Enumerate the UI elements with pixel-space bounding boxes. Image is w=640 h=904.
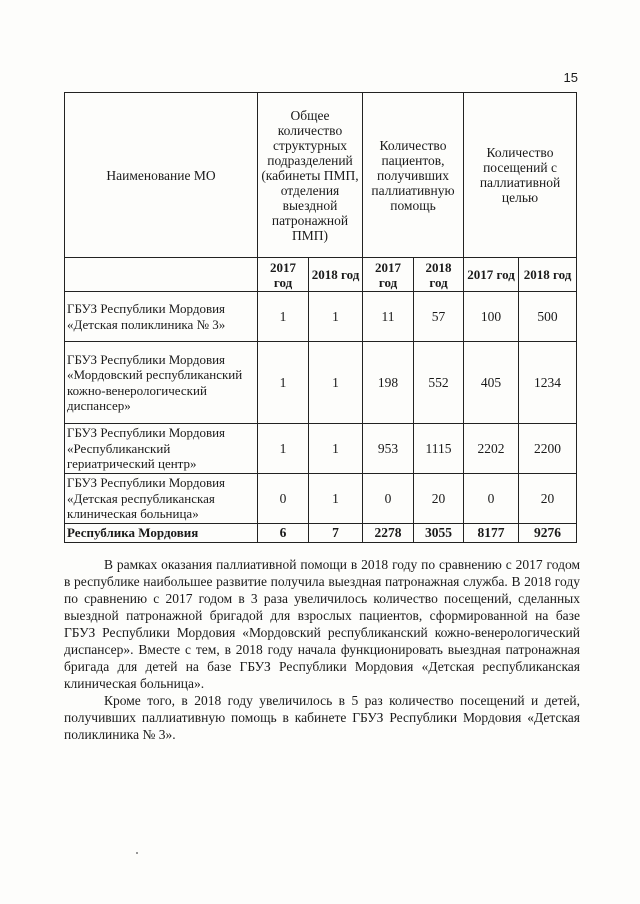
table-row xyxy=(65,342,577,424)
table-row xyxy=(65,474,577,524)
value-cell: 500 xyxy=(519,292,577,342)
header-units: Общее количество структурных подразделений (кабинеты ПМП, отделения выездной патронажной ПМП) xyxy=(258,93,363,258)
value-cell: 552 xyxy=(414,342,464,424)
value-cell: 1 xyxy=(258,424,309,474)
value-cell: 57 xyxy=(414,292,464,342)
year-cell: 2018 год xyxy=(519,258,577,292)
value-cell: 1115 xyxy=(414,424,464,474)
year-cell: 2017 год xyxy=(258,258,309,292)
paragraph: В рамках оказания паллиативной помощи в 2018 году по сравнению с 2017 годом в республике наибольшее развитие получила выездная патронажная служба. В 2018 году по сравнению с 2017 годом в 3 раза увеличилось количество посещений, сделанных выездной патронажной бригадой для взрослых пациентов, сформированной на базе ГБУЗ Республики Мордовия «Мордовский республиканский кожно-венерологический диспансер». Вместе с тем, в 2018 году начала функционировать выездная патронажная бригада для детей на базе ГБУЗ Республики Мордовия «Детская республиканская клиническая больница». xyxy=(64,557,580,691)
org-name: ГБУЗ Республики Мордовия «Мордовский республиканский кожно-венерологический диспансер» xyxy=(65,342,258,424)
value-cell: 0 xyxy=(258,474,309,524)
table-row xyxy=(65,292,577,342)
header-name: Наименование МО xyxy=(65,93,258,258)
value-cell: 1 xyxy=(309,474,363,524)
total-value: 9276 xyxy=(519,524,577,543)
org-name: ГБУЗ Республики Мордовия «Детская республиканская клиническая больница» xyxy=(65,474,258,524)
value-cell: 1 xyxy=(309,342,363,424)
total-label: Республика Мордовия xyxy=(65,524,258,543)
value-cell: 0 xyxy=(464,474,519,524)
value-cell: 1 xyxy=(258,292,309,342)
total-value: 7 xyxy=(309,524,363,543)
total-value: 2278 xyxy=(363,524,414,543)
value-cell: 11 xyxy=(363,292,414,342)
org-name: ГБУЗ Республики Мордовия «Детская поликлиника № 3» xyxy=(65,292,258,342)
scan-speck xyxy=(136,852,138,854)
total-value: 8177 xyxy=(464,524,519,543)
palliative-care-table xyxy=(64,92,577,543)
header-visits: Количество посещений с паллиативной целью xyxy=(464,93,577,258)
value-cell: 1234 xyxy=(519,342,577,424)
year-cell: 2018 год xyxy=(414,258,464,292)
total-row xyxy=(65,524,577,543)
year-row-blank xyxy=(65,258,258,292)
value-cell: 1 xyxy=(258,342,309,424)
year-cell: 2017 год xyxy=(363,258,414,292)
value-cell: 2202 xyxy=(464,424,519,474)
table-row xyxy=(65,424,577,474)
value-cell: 953 xyxy=(363,424,414,474)
paragraph: Кроме того, в 2018 году увеличилось в 5 раз количество посещений и детей, получивших паллиативную помощь в кабинете ГБУЗ Республики Мордовия «Детская поликлиника № 3». xyxy=(64,693,580,742)
org-name: ГБУЗ Республики Мордовия «Республиканский гериатрический центр» xyxy=(65,424,258,474)
page-number: 15 xyxy=(563,70,578,85)
year-cell: 2018 год xyxy=(309,258,363,292)
total-value: 6 xyxy=(258,524,309,543)
header-patients: Количество пациентов, получивших паллиативную помощь xyxy=(363,93,464,258)
value-cell: 2200 xyxy=(519,424,577,474)
value-cell: 100 xyxy=(464,292,519,342)
value-cell: 1 xyxy=(309,424,363,474)
value-cell: 1 xyxy=(309,292,363,342)
year-cell: 2017 год xyxy=(464,258,519,292)
value-cell: 198 xyxy=(363,342,414,424)
value-cell: 20 xyxy=(519,474,577,524)
total-value: 3055 xyxy=(414,524,464,543)
body-text xyxy=(64,556,580,743)
value-cell: 405 xyxy=(464,342,519,424)
value-cell: 20 xyxy=(414,474,464,524)
value-cell: 0 xyxy=(363,474,414,524)
